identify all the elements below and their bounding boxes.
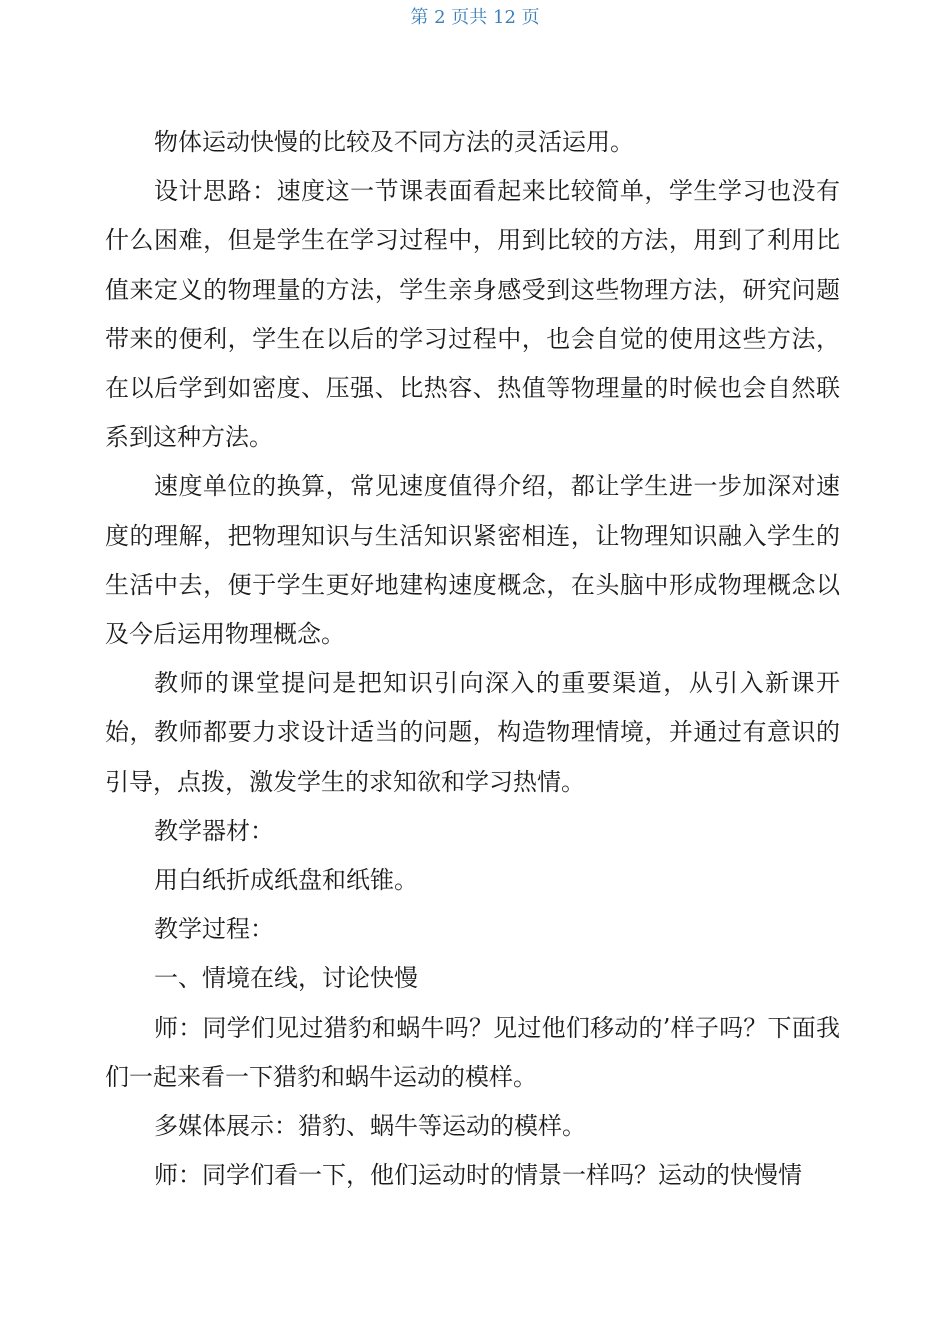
paragraph: 用白纸折成纸盘和纸锥。: [154, 866, 418, 895]
paragraph: 速度单位的换算，常见速度值得介绍，都让学生进一步加深对速度的理解，把物理知识与生活知识紧密相连，让物理知识融入学生的生活中去，便于学生更好地建构速度概念，在头脑中形成物理概念以及今后运用物理概念。: [105, 472, 840, 649]
document-body: [105, 118, 840, 1200]
paragraph: 教师的课堂提问是把知识引向深入的重要渠道，从引入新课开始，教师都要力求设计适当的问题，构造物理情境，并通过有意识的引导，点拨，激发学生的求知欲和学习热情。: [105, 669, 840, 796]
section-heading: 一、情境在线，讨论快慢: [154, 964, 418, 993]
paragraph: 设计思路：速度这一节课表面看起来比较简单，学生学习也没有什么困难，但是学生在学习过程中，用到比较的方法，用到了利用比值来定义的物理量的方法，学生亲身感受到这些物理方法，研究问题带来的便利，学生在以后的学习过程中，也会自觉的使用这些方法，在以后学到如密度、压强、比热容、热值等物理量的时候也会自然联系到这种方法。: [105, 177, 840, 452]
paragraph: 师：同学们见过猎豹和蜗牛吗？见过他们移动的’样子吗？下面我们一起来看一下猎豹和蜗牛运动的模样。: [105, 1013, 840, 1091]
paragraph: 物体运动快慢的比较及不同方法的灵活运用。: [154, 128, 634, 156]
paragraph: 教学过程：: [154, 915, 274, 944]
paragraph: 师：同学们看一下，他们运动时的情景一样吗？运动的快慢情: [154, 1161, 802, 1190]
paragraph: 教学器材：: [154, 816, 274, 845]
paragraph: 多媒体展示：猎豹、蜗牛等运动的模样。: [154, 1112, 586, 1141]
page-indicator: 第 2 页共 12 页: [410, 7, 540, 28]
